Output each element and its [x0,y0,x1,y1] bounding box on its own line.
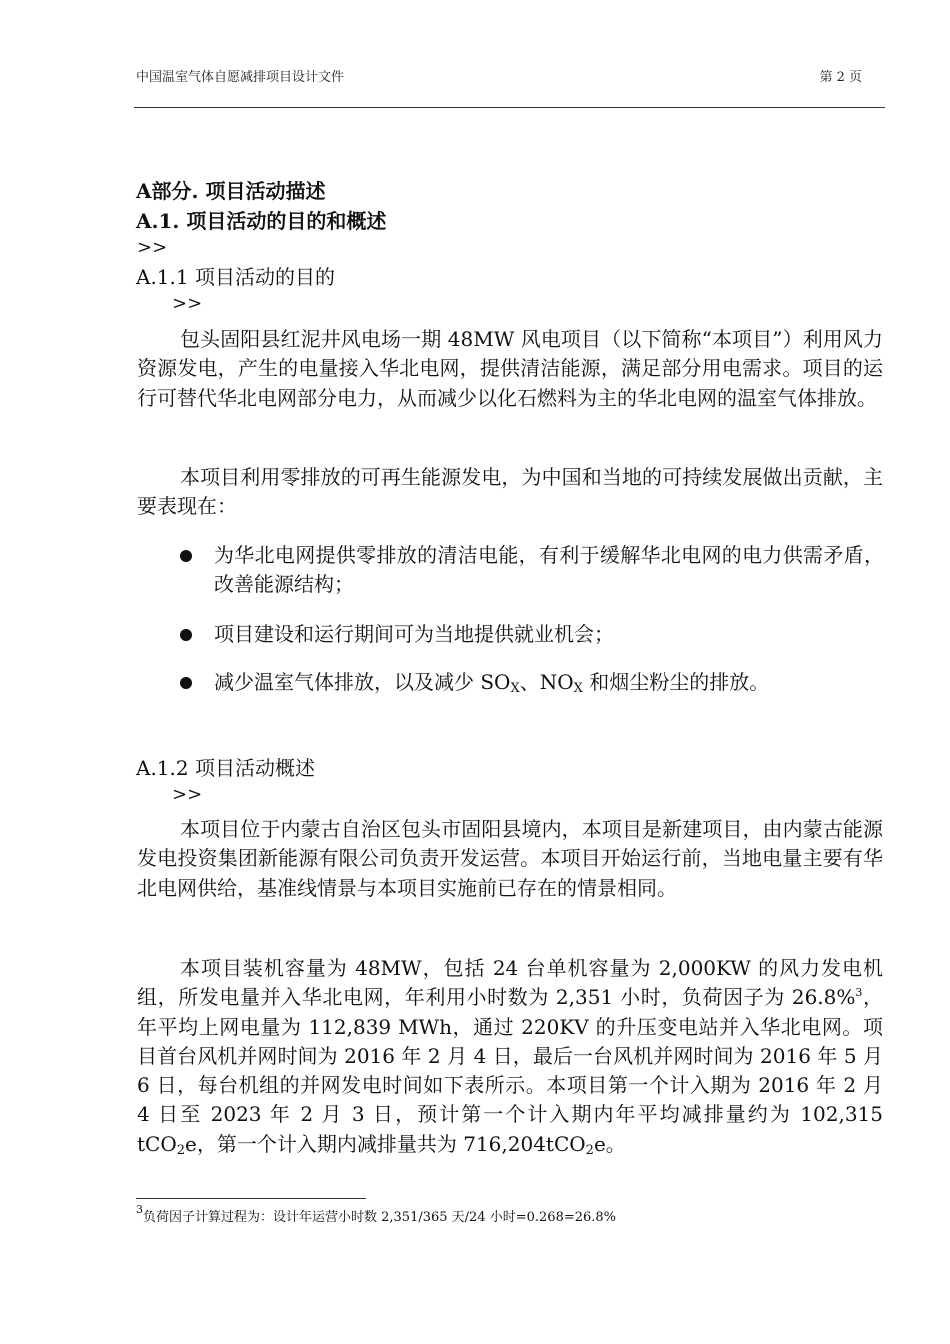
footnote-divider [136,1198,366,1199]
bullet-text: 减少温室气体排放，以及减少 $SO_X$、$NO_X$ 和烟尘粉尘的排放。 [214,670,770,696]
bullet-dot-icon [180,677,192,689]
bullet-text: 为华北电网提供零排放的清洁电能，有利于缓解华北电网的电力供需矛盾，改善能源结构； [214,543,884,597]
a11-paragraph-1: 包头固阳县红泥井风电场一期 48MW 风电项目（以下简称“本项目”）利用风力资源发电，产生的电量接入华北电网，提供清洁能源，满足部分用电需求。项目的运行可替代华北电网部分电力，从而减少以化石燃料为主的华北电网的温室气体排放。 [137,327,883,410]
bullet-text: 项目建设和运行期间可为当地提供就业机会； [214,622,614,646]
section-a1-marker: >> [137,237,168,258]
section-a11-heading: A.1.1 项目活动的目的 [136,265,335,289]
page-header [136,66,884,86]
bullet-dot-icon [180,629,192,641]
footnote-reference: 3 [855,986,863,1000]
section-a12-marker: >> [172,784,203,805]
a11-paragraph-2: 本项目利用零排放的可再生能源发电，为中国和当地的可持续发展做出贡献，主要表现在： [137,465,883,519]
a12-paragraph-2: 本项目装机容量为 48MW，包括 24 台单机容量为 2,000KW 的风力发电机组，所发电量并入华北电网，年利用小时数为 2,351 小时，负荷因子为 26.8%$^3$，年平均上网电量为 112,839 MWh，通过 220KV 的升压变电站并入华北电网。项目首台风机并网时间为 2016 年 2 月 4 日，最后一台风机并网时间为 2016 年 5 月 6 日，每台机组的并网发电时间如下表所示。本项目第一个计入期为 2016 年 2 月 4 日至 2023 年 2 月 3 日，预计第一个计入期内年平均减排量约为 102,315 tCO$_2$e，第一个计入期内减排量共为 716,204tCO$_2$e。 [137,956,883,1158]
part-a-heading: A部分. 项目活动描述 [136,179,326,203]
header-page-number: 第 2 页 [819,70,862,85]
section-a11-marker: >> [172,293,203,314]
footnote [136,1203,617,1227]
header-divider [134,107,885,108]
section-a12-heading: A.1.2 项目活动概述 [136,756,315,780]
section-a1-heading: A.1. 项目活动的目的和概述 [136,209,387,233]
footnote-mark: 3 [136,1203,143,1216]
bullet-dot-icon [180,550,192,562]
footnote-text: 负荷因子计算过程为：设计年运营小时数 2,351/365 天/24 小时=0.268=26.8% [143,1210,617,1225]
a12-paragraph-1: 本项目位于内蒙古自治区包头市固阳县境内，本项目是新建项目，由内蒙古能源发电投资集团新能源有限公司负责开发运营。本项目开始运行前，当地电量主要有华北电网供给，基准线情景与本项目实施前已存在的情景相同。 [137,817,883,900]
header-doc-title: 中国温室气体自愿减排项目设计文件 [136,70,345,85]
